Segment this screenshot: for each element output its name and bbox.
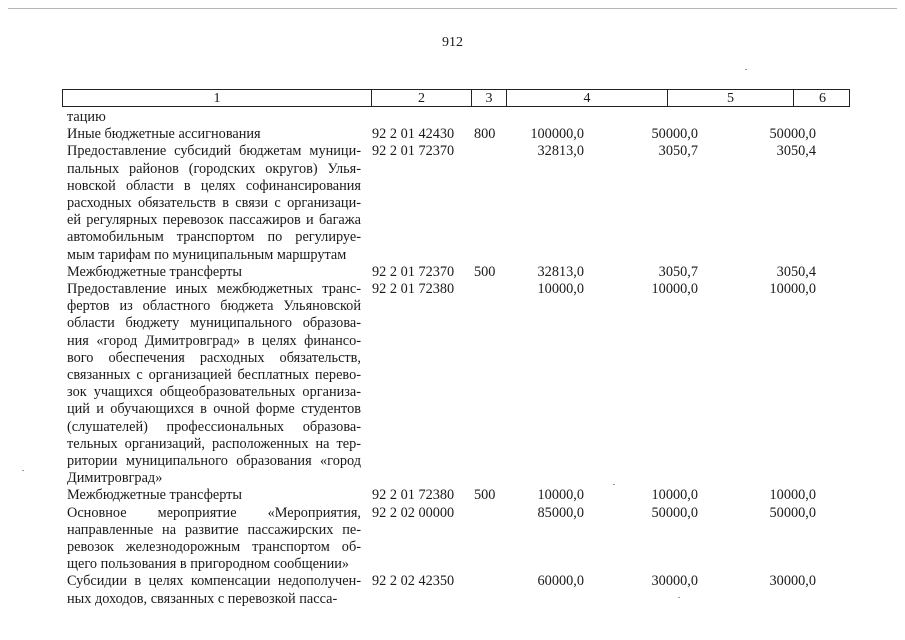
row-value-col5: 3050,7 [658, 263, 698, 280]
row-code: 92 2 02 00000 [372, 504, 455, 521]
scan-speck [22, 470, 24, 471]
row-code: 92 2 01 72380 [372, 281, 455, 297]
row-description-line: ревозок железнодорожным транспортом об- [67, 539, 361, 555]
row-value-col6: 50000,0 [769, 504, 816, 521]
header-col-4: 4 [507, 90, 668, 106]
scan-speck [613, 484, 615, 485]
row-value-col5: 50000,0 [651, 504, 698, 521]
header-col-1: 1 [63, 90, 372, 106]
row-value-col4: 100000,0 [530, 126, 584, 143]
row-description-line: фертов из областного бюджета Ульяновской [67, 298, 361, 315]
row-description-line: ных доходов, связанных с перевозкой пасса- [67, 590, 338, 607]
row-description-line: тацию [67, 109, 106, 125]
header-col-6: 6 [819, 91, 826, 106]
row-description-line: вого обеспечения расходных обязательств, [67, 349, 361, 366]
row-description-line: Иные бюджетные ассигнования [67, 126, 261, 143]
header-col-2: 2 [372, 90, 472, 106]
row-value-col4: 85000,0 [537, 504, 584, 521]
row-description-line: автомобильным транспортом по регулируе- [67, 229, 361, 246]
row-value-col5: 10000,0 [651, 281, 698, 297]
row-value-col4: 32813,0 [537, 143, 584, 160]
row-description-line: щего пользования в пригородном сообщении» [67, 556, 350, 573]
row-description-line: Основное мероприятие «Мероприятия, [67, 504, 361, 521]
row-code: 92 2 01 72380 [372, 487, 455, 504]
row-value-col6: 3050,4 [776, 263, 816, 280]
row-description-line: Димитровград» [67, 470, 163, 487]
row-description-line: расходных обязательств в связи с организаци- [67, 195, 361, 211]
row-description-line: направленные на развитие пассажирских пе- [67, 521, 361, 538]
row-value-col4: 10000,0 [537, 487, 584, 504]
row-value-col6: 10000,0 [769, 281, 816, 297]
table-header [62, 89, 850, 107]
row-value-col6: 3050,4 [776, 143, 816, 160]
row-description-line: Предоставление иных межбюджетных транс- [67, 281, 361, 297]
header-col-5: 5 [668, 90, 794, 106]
row-description-line: Межбюджетные трансферты [67, 487, 243, 504]
row-code: 92 2 01 72370 [372, 143, 455, 160]
page-number: 912 [442, 35, 463, 50]
row-value-col6: 10000,0 [769, 487, 816, 504]
row-value-col6: 30000,0 [769, 573, 816, 590]
row-description-line: ей регулярных перевозок пассажиров и багажа [67, 212, 361, 229]
row-description-line: области бюджету муниципального образова- [67, 315, 361, 332]
header-col-3: 3 [472, 90, 507, 106]
row-description-line: тельных организаций, расположенных на тер- [67, 435, 361, 452]
row-value-col4: 60000,0 [537, 573, 584, 590]
row-value-col4: 32813,0 [537, 263, 584, 280]
row-description-line: ций и обучающихся в очной форме студентов [67, 401, 361, 418]
row-description-line: ритории муниципального образования «город [67, 453, 361, 469]
row-code: 92 2 02 42350 [372, 573, 455, 590]
row-value-col5: 50000,0 [651, 126, 698, 143]
row-expense-type: 500 [474, 487, 496, 504]
row-description-line: Предоставление субсидий бюджетам муници- [67, 143, 361, 160]
row-value-col4: 10000,0 [537, 281, 584, 297]
scan-speck [678, 597, 680, 598]
row-description-line: мым тарифам по муниципальным маршрутам [67, 246, 347, 263]
row-description-line: зок учащихся общеобразовательных организа- [67, 384, 361, 401]
row-value-col5: 3050,7 [658, 143, 698, 160]
row-expense-type: 500 [474, 263, 496, 280]
row-value-col5: 10000,0 [651, 487, 698, 504]
row-description-line: ния «город Димитровград» в целях финансо- [67, 332, 361, 349]
row-value-col5: 30000,0 [651, 573, 698, 590]
row-description-line: связанных с организацией бесплатных перево- [67, 367, 361, 383]
row-description-line: пальных районов (городских округов) Улья- [67, 160, 361, 177]
row-description-line: Субсидии в целях компенсации недополучен- [67, 573, 361, 590]
row-expense-type: 800 [474, 126, 496, 143]
scan-speck [745, 69, 747, 70]
row-code: 92 2 01 72370 [372, 263, 455, 280]
page-top-edge [8, 8, 897, 9]
row-value-col6: 50000,0 [769, 126, 816, 143]
row-description-line: Межбюджетные трансферты [67, 263, 243, 280]
row-description-line: новской области в целях софинансирования [67, 177, 361, 194]
row-description-line: (слушателей) профессиональных образова- [67, 418, 361, 435]
row-code: 92 2 01 42430 [372, 126, 455, 143]
